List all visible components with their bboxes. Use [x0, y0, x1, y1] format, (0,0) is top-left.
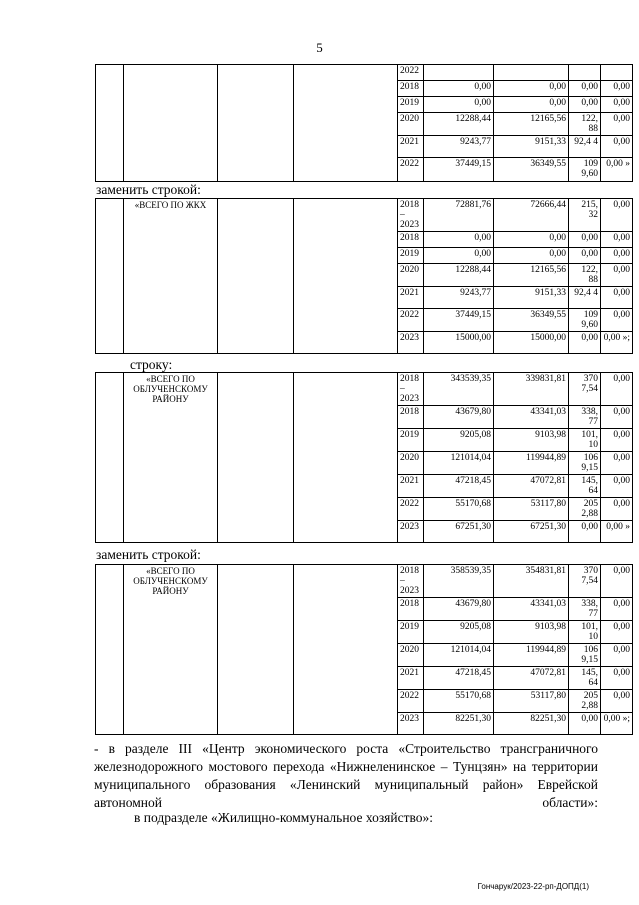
value-cell: 92,4 4 [569, 136, 601, 158]
value-cell: 0,00 [569, 332, 601, 354]
value-cell: 12288,44 [424, 113, 494, 136]
value-cell: 55170,68 [424, 690, 494, 713]
value-cell: 109 9,60 [569, 309, 601, 332]
value-cell: 358539,35 [424, 565, 494, 598]
value-cell: 82251,30 [494, 713, 569, 735]
value-cell: 0,00 » [601, 158, 633, 182]
value-cell: 0,00 [601, 475, 633, 498]
value-cell: 0,00 [601, 621, 633, 644]
value-cell: 205 2,88 [569, 498, 601, 521]
value-cell: 0,00 [601, 309, 633, 332]
value-cell: 9205,08 [424, 429, 494, 452]
row-group-name: «ВСЕГО ПО ЖКХ [124, 199, 218, 354]
value-cell: 0,00 »; [601, 332, 633, 354]
value-cell: 37449,15 [424, 309, 494, 332]
value-cell: 72881,76 [424, 199, 494, 232]
year-cell: 2020 [398, 644, 424, 667]
value-cell: 339831,81 [494, 373, 569, 406]
empty-cell [96, 65, 124, 182]
value-cell: 121014,04 [424, 452, 494, 475]
year-cell: 2022 [398, 309, 424, 332]
empty-cell [294, 65, 398, 182]
table-row [96, 565, 633, 598]
value-cell: 12165,56 [494, 264, 569, 287]
year-cell: 2022 [398, 158, 424, 182]
year-cell: 2020 [398, 452, 424, 475]
year-cell: 2022 [398, 65, 424, 81]
table-row [96, 65, 633, 81]
year-cell: 2019 [398, 97, 424, 113]
year-cell: 2022 [398, 498, 424, 521]
value-cell: 0,00 [494, 232, 569, 248]
value-cell: 0,00 [601, 248, 633, 264]
value-cell: 0,00 »; [601, 713, 633, 735]
value-cell: 101, 10 [569, 429, 601, 452]
table-2 [95, 198, 633, 354]
year-cell: 2020 [398, 113, 424, 136]
year-cell: 2023 [398, 713, 424, 735]
value-cell: 0,00 [424, 81, 494, 97]
replace-label-1: заменить строкой: [96, 182, 201, 197]
value-cell: 0,00 [569, 521, 601, 543]
empty-cell [96, 373, 124, 543]
value-cell [494, 65, 569, 81]
value-cell: 0,00 [601, 690, 633, 713]
empty-cell [218, 199, 294, 354]
year-cell: 2018 [398, 406, 424, 429]
value-cell: 0,00 [601, 565, 633, 598]
value-cell: 0,00 [424, 97, 494, 113]
value-cell [601, 65, 633, 81]
value-cell: 47072,81 [494, 667, 569, 690]
value-cell: 43341,03 [494, 598, 569, 621]
year-cell: 2019 [398, 621, 424, 644]
value-cell: 343539,35 [424, 373, 494, 406]
year-cell: 2018 – 2023 [398, 199, 424, 232]
value-cell: 119944,89 [494, 644, 569, 667]
table-row [96, 373, 633, 406]
value-cell: 82251,30 [424, 713, 494, 735]
year-cell: 2018 [398, 232, 424, 248]
page-number: 5 [316, 40, 323, 55]
value-cell: 9103,98 [494, 621, 569, 644]
year-cell: 2018 [398, 81, 424, 97]
year-cell: 2023 [398, 521, 424, 543]
value-cell: 0,00 [601, 406, 633, 429]
value-cell: 145, 64 [569, 475, 601, 498]
value-cell: 67251,30 [494, 521, 569, 543]
value-cell: 0,00 [601, 113, 633, 136]
value-cell: 0,00 [601, 97, 633, 113]
value-cell: 101, 10 [569, 621, 601, 644]
value-cell: 0,00 [601, 232, 633, 248]
value-cell: 370 7,54 [569, 565, 601, 598]
value-cell: 0,00 [569, 97, 601, 113]
line-label: строку: [130, 357, 173, 372]
value-cell: 0,00 [494, 248, 569, 264]
year-cell: 2018 – 2023 [398, 373, 424, 406]
value-cell: 0,00 [601, 498, 633, 521]
value-cell: 15000,00 [494, 332, 569, 354]
value-cell: 0,00 [601, 287, 633, 309]
value-cell: 338, 77 [569, 598, 601, 621]
value-cell: 205 2,88 [569, 690, 601, 713]
year-cell: 2021 [398, 667, 424, 690]
year-cell: 2021 [398, 475, 424, 498]
empty-cell [294, 565, 398, 735]
table-1 [95, 64, 633, 182]
value-cell: 9205,08 [424, 621, 494, 644]
value-cell: 0,00 [601, 136, 633, 158]
year-cell: 2019 [398, 429, 424, 452]
value-cell: 119944,89 [494, 452, 569, 475]
value-cell [569, 65, 601, 81]
value-cell: 0,00 [601, 373, 633, 406]
value-cell: 43679,80 [424, 598, 494, 621]
value-cell: 53117,80 [494, 690, 569, 713]
paragraph-section-3: - в разделе III «Центр экономического роста «Строительство трансграничного железнодорожного мостового перехода «Нижнеленинское – Тунцзян» на территории муниципального образования «Ленинский муниципальный район» Еврейской автономной области»: [94, 741, 598, 810]
year-cell: 2021 [398, 287, 424, 309]
value-cell: 0,00 [424, 248, 494, 264]
empty-cell [96, 199, 124, 354]
value-cell: 92,4 4 [569, 287, 601, 309]
value-cell: 0,00 [494, 81, 569, 97]
empty-cell [124, 65, 218, 182]
value-cell: 12165,56 [494, 113, 569, 136]
year-cell: 2020 [398, 264, 424, 287]
value-cell: 106 9,15 [569, 452, 601, 475]
year-cell: 2023 [398, 332, 424, 354]
row-group-name: «ВСЕГО ПО ОБЛУЧЕНСКОМУ РАЙОНУ [124, 565, 218, 735]
year-cell: 2018 – 2023 [398, 565, 424, 598]
value-cell: 36349,55 [494, 309, 569, 332]
value-cell: 9151,33 [494, 136, 569, 158]
value-cell: 0,00 [424, 232, 494, 248]
value-cell: 0,00 [601, 644, 633, 667]
document-footer: Гончарук/2023-22-рп-ДОПД(1) [477, 882, 589, 891]
value-cell: 9243,77 [424, 287, 494, 309]
value-cell: 370 7,54 [569, 373, 601, 406]
table-4 [95, 564, 633, 735]
value-cell: 122, 88 [569, 113, 601, 136]
year-cell: 2019 [398, 248, 424, 264]
value-cell: 215, 32 [569, 199, 601, 232]
empty-cell [294, 373, 398, 543]
paragraph-subsection: в подразделе «Жилищно-коммунальное хозяйство»: [134, 810, 434, 825]
value-cell: 0,00 [569, 81, 601, 97]
value-cell: 0,00 [569, 232, 601, 248]
empty-cell [218, 565, 294, 735]
value-cell: 0,00 [494, 97, 569, 113]
value-cell: 121014,04 [424, 644, 494, 667]
value-cell: 0,00 [601, 667, 633, 690]
value-cell: 72666,44 [494, 199, 569, 232]
value-cell: 43679,80 [424, 406, 494, 429]
value-cell: 0,00 [601, 429, 633, 452]
table-row [96, 199, 633, 232]
value-cell: 47218,45 [424, 667, 494, 690]
value-cell: 12288,44 [424, 264, 494, 287]
table-3 [95, 372, 633, 543]
value-cell: 0,00 [569, 248, 601, 264]
value-cell: 145, 64 [569, 667, 601, 690]
value-cell: 36349,55 [494, 158, 569, 182]
value-cell: 9151,33 [494, 287, 569, 309]
empty-cell [218, 65, 294, 182]
value-cell: 109 9,60 [569, 158, 601, 182]
value-cell: 15000,00 [424, 332, 494, 354]
replace-label-2: заменить строкой: [96, 547, 201, 562]
value-cell: 55170,68 [424, 498, 494, 521]
value-cell: 0,00 [601, 81, 633, 97]
value-cell: 67251,30 [424, 521, 494, 543]
value-cell: 0,00 [569, 713, 601, 735]
year-cell: 2022 [398, 690, 424, 713]
value-cell: 9103,98 [494, 429, 569, 452]
value-cell: 106 9,15 [569, 644, 601, 667]
value-cell: 338, 77 [569, 406, 601, 429]
row-group-name: «ВСЕГО ПО ОБЛУЧЕНСКОМУ РАЙОНУ [124, 373, 218, 543]
year-cell: 2021 [398, 136, 424, 158]
year-cell: 2018 [398, 598, 424, 621]
value-cell: 37449,15 [424, 158, 494, 182]
value-cell: 0,00 [601, 199, 633, 232]
empty-cell [96, 565, 124, 735]
value-cell: 53117,80 [494, 498, 569, 521]
value-cell: 0,00 [601, 264, 633, 287]
value-cell: 47218,45 [424, 475, 494, 498]
value-cell: 9243,77 [424, 136, 494, 158]
value-cell: 0,00 [601, 452, 633, 475]
value-cell: 354831,81 [494, 565, 569, 598]
value-cell: 0,00 [601, 598, 633, 621]
value-cell: 122, 88 [569, 264, 601, 287]
empty-cell [218, 373, 294, 543]
value-cell: 43341,03 [494, 406, 569, 429]
value-cell [424, 65, 494, 81]
value-cell: 47072,81 [494, 475, 569, 498]
value-cell: 0,00 » [601, 521, 633, 543]
empty-cell [294, 199, 398, 354]
